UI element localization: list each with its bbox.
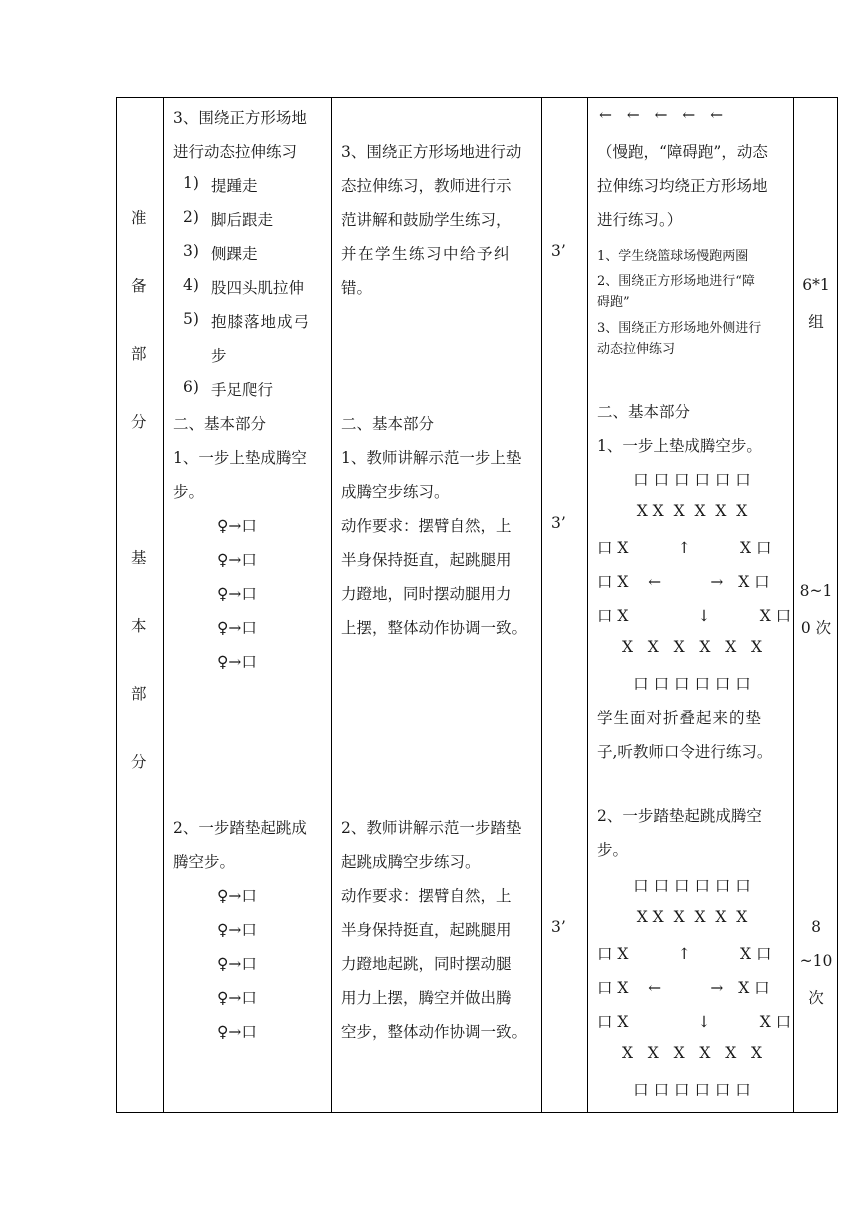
- time-value: 3’: [551, 242, 566, 260]
- formation-row: ♀→口: [217, 653, 257, 671]
- column-divider: [163, 98, 164, 1112]
- count-value: 次: [808, 989, 824, 1007]
- method-line: 并在学生练习中给予纠: [341, 245, 512, 263]
- org-desc: 子,听教师口令进行练习。: [597, 743, 773, 761]
- section-char: 分: [131, 753, 147, 771]
- stretch-item: 手足爬行: [211, 381, 274, 399]
- stretch-num: 2): [183, 208, 199, 226]
- formation-row: ♀→口: [217, 551, 257, 569]
- warmup-title: 3、围绕正方形场地: [173, 109, 307, 127]
- method-line: 动作要求：摆臂自然，上: [341, 887, 512, 905]
- method-line: 错。: [341, 279, 373, 297]
- stretch-num: 3): [183, 242, 199, 260]
- skill1-title: 1、一步上垫成腾空: [173, 449, 307, 467]
- formation-grid-row: 口 X ↓ X 口: [597, 607, 792, 625]
- org-step: 3、围绕正方形场地外侧进行: [597, 321, 762, 336]
- formation-row: ♀→口: [217, 887, 257, 905]
- formation-row: ♀→口: [217, 1023, 257, 1041]
- method-line: 范讲解和鼓励学生练习，: [341, 211, 512, 229]
- org-note: （慢跑，“障碍跑”，动态: [597, 143, 768, 161]
- basic-title: 二、基本部分: [173, 415, 267, 433]
- warmup-title: 进行动态拉伸练习: [173, 143, 298, 161]
- lesson-plan-table: [116, 97, 838, 1113]
- method-line: 3、围绕正方形场地进行动: [341, 143, 522, 161]
- formation-grid-row: X X X X X X: [621, 638, 763, 656]
- section-char: 本: [131, 617, 147, 635]
- stretch-num: 4): [183, 276, 199, 294]
- section-char: 备: [131, 277, 147, 295]
- run-direction-arrows: ← ← ← ← ←: [599, 106, 724, 124]
- method-line: 力蹬地起跳，同时摆动腿: [341, 955, 512, 973]
- stretch-num: 6): [183, 378, 199, 396]
- column-divider: [541, 98, 542, 1112]
- section-char: 准: [131, 209, 147, 227]
- org-step: 碍跑”: [597, 295, 630, 310]
- org-desc: 学生面对折叠起来的垫: [597, 709, 763, 727]
- section-char: 部: [131, 685, 147, 703]
- method-line: 动作要求：摆臂自然，上: [341, 517, 512, 535]
- method-line: 用力上摆，腾空并做出腾: [341, 989, 512, 1007]
- formation-row: ♀→口: [217, 619, 257, 637]
- stretch-item: 脚后跟走: [211, 211, 274, 229]
- formation-row: ♀→口: [217, 955, 257, 973]
- formation-row: ♀→口: [217, 517, 257, 535]
- org-step: 1、学生绕篮球场慢跑两圈: [597, 249, 749, 264]
- skill2-title: 步。: [597, 841, 629, 859]
- formation-row: ♀→口: [217, 989, 257, 1007]
- section-char: 基: [131, 549, 147, 567]
- basic-title: 二、基本部分: [597, 403, 691, 421]
- count-value: 组: [808, 313, 824, 331]
- column-divider: [331, 98, 332, 1112]
- org-note: 拉伸练习均绕正方形场地: [597, 177, 768, 195]
- formation-row: ♀→口: [217, 921, 257, 939]
- formation-grid-row: X X X X X X: [636, 502, 748, 520]
- method-line: 力蹬地，同时摆动腿用力: [341, 585, 512, 603]
- formation-grid-row: 口 口 口 口 口 口: [633, 471, 751, 489]
- formation-grid-row: X X X X X X: [636, 908, 748, 926]
- formation-grid-row: 口 X ↑ X 口: [597, 945, 772, 963]
- formation-grid-row: 口 口 口 口 口 口: [633, 675, 751, 693]
- skill1-title: 1、一步上垫成腾空步。: [597, 437, 762, 455]
- formation-grid-row: 口 口 口 口 口 口: [633, 877, 751, 895]
- count-value: 8~1: [799, 582, 833, 600]
- org-step: 动态拉伸练习: [597, 342, 676, 357]
- stretch-item: 侧踝走: [211, 245, 258, 263]
- time-value: 3’: [551, 514, 566, 532]
- formation-grid-row: X X X X X X: [621, 1044, 763, 1062]
- formation-grid-row: 口 口 口 口 口 口: [633, 1081, 751, 1099]
- formation-row: ♀→口: [217, 585, 257, 603]
- time-value: 3’: [551, 918, 566, 936]
- method-line: 态拉伸练习，教师进行示: [341, 177, 512, 195]
- column-divider: [587, 98, 588, 1112]
- formation-grid-row: 口 X ↓ X 口: [597, 1013, 792, 1031]
- stretch-num: 1): [183, 174, 199, 192]
- method-line: 半身保持挺直，起跳腿用: [341, 921, 512, 939]
- stretch-item: 抱膝落地成弓: [211, 313, 311, 331]
- formation-grid-row: 口 X ↑ X 口: [597, 539, 772, 557]
- skill2-title: 腾空步。: [173, 853, 236, 871]
- count-value: 0 次: [800, 619, 832, 637]
- stretch-item: 步: [211, 347, 227, 365]
- formation-grid-row: 口 X ← → X 口: [597, 979, 770, 997]
- method-line: 半身保持挺直，起跳腿用: [341, 551, 512, 569]
- method-line: 2、教师讲解示范一步踏垫: [341, 819, 522, 837]
- basic-title: 二、基本部分: [341, 415, 435, 433]
- method-line: 上摆，整体动作协调一致。: [341, 619, 528, 637]
- section-char: 分: [131, 413, 147, 431]
- method-line: 成腾空步练习。: [341, 483, 450, 501]
- count-value: 6*1: [802, 276, 830, 294]
- skill2-title: 2、一步踏垫起跳成腾空: [597, 807, 762, 825]
- method-line: 空步，整体动作协调一致。: [341, 1023, 528, 1041]
- skill1-title: 步。: [173, 483, 205, 501]
- skill2-title: 2、一步踏垫起跳成: [173, 819, 307, 837]
- stretch-item: 提踵走: [211, 177, 258, 195]
- stretch-item: 股四头肌拉伸: [211, 279, 305, 297]
- org-step: 2、围绕正方形场地进行“障: [597, 274, 755, 289]
- count-value: ~10: [799, 952, 833, 970]
- method-line: 1、教师讲解示范一步上垫: [341, 449, 522, 467]
- section-char: 部: [131, 345, 147, 363]
- count-value: 8: [811, 918, 821, 936]
- stretch-num: 5): [183, 310, 199, 328]
- method-line: 起跳成腾空步练习。: [341, 853, 481, 871]
- org-note: 进行练习。）: [597, 211, 683, 229]
- formation-grid-row: 口 X ← → X 口: [597, 573, 770, 591]
